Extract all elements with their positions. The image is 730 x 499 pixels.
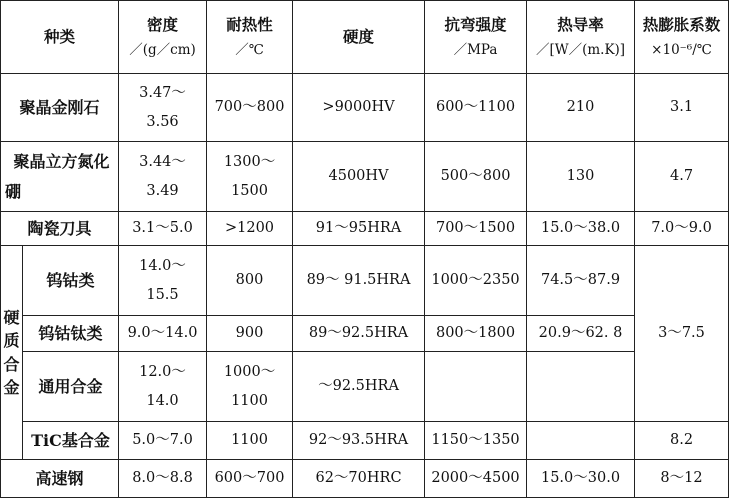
heat-cell: 700～800: [207, 74, 293, 142]
table-row: [1, 246, 729, 316]
hardness-cell: 92～93.5HRA: [293, 422, 425, 460]
row-name: 钨钴类: [23, 246, 119, 316]
table-row: [1, 212, 729, 246]
expansion-cell: 3.1: [635, 74, 729, 142]
table-row: [1, 142, 729, 212]
header-kind: 种类: [1, 1, 119, 74]
expansion-cell: 7.0～9.0: [635, 212, 729, 246]
density-cell: 3.47～ 3.56: [119, 74, 207, 142]
row-name: 通用合金: [23, 352, 119, 422]
hardness-cell: 4500HV: [293, 142, 425, 212]
hardness-cell: 62～70HRC: [293, 460, 425, 498]
density-cell: 3.44～ 3.49: [119, 142, 207, 212]
conductivity-cell: 210: [527, 74, 635, 142]
header-density: 密度 ／(g／cm): [119, 1, 207, 74]
header-bending-strength: 抗弯强度 ／MPa: [425, 1, 527, 74]
row-name: 聚晶立方氮化 硼: [1, 142, 119, 212]
row-name: 聚晶金刚石: [1, 74, 119, 142]
table-row: [1, 74, 729, 142]
heat-cell: >1200: [207, 212, 293, 246]
row-name: 陶瓷刀具: [1, 212, 119, 246]
conductivity-cell: [527, 352, 635, 422]
hardness-cell: >9000HV: [293, 74, 425, 142]
density-cell: 14.0～ 15.5: [119, 246, 207, 316]
hardness-cell: 89～ 91.5HRA: [293, 246, 425, 316]
expansion-cell: 8～12: [635, 460, 729, 498]
density-cell: 3.1～5.0: [119, 212, 207, 246]
hardness-cell: 89～92.5HRA: [293, 316, 425, 352]
table-row: [1, 352, 729, 422]
header-hardness: 硬度: [293, 1, 425, 74]
header-thermal-expansion: 热膨胀系数 ×10⁻⁶/℃: [635, 1, 729, 74]
bending-cell: 600～1100: [425, 74, 527, 142]
conductivity-cell: 15.0～38.0: [527, 212, 635, 246]
carbide-group-label: 硬 质 合 金: [1, 246, 23, 460]
hardness-cell: 91～95HRA: [293, 212, 425, 246]
heat-cell: 1300～ 1500: [207, 142, 293, 212]
header-row: [1, 1, 729, 74]
row-name: 高速钢: [1, 460, 119, 498]
conductivity-cell: 15.0～30.0: [527, 460, 635, 498]
header-heat-resistance: 耐热性 ／℃: [207, 1, 293, 74]
bending-cell: 1150～1350: [425, 422, 527, 460]
density-cell: 8.0～8.8: [119, 460, 207, 498]
table-row: [1, 460, 729, 498]
bending-cell: [425, 352, 527, 422]
table-row: [1, 316, 729, 352]
conductivity-cell: [527, 422, 635, 460]
bending-cell: 1000～2350: [425, 246, 527, 316]
bending-cell: 700～1500: [425, 212, 527, 246]
heat-cell: 900: [207, 316, 293, 352]
density-cell: 9.0～14.0: [119, 316, 207, 352]
conductivity-cell: 130: [527, 142, 635, 212]
bending-cell: 500～800: [425, 142, 527, 212]
heat-cell: 1100: [207, 422, 293, 460]
heat-cell: 1000～ 1100: [207, 352, 293, 422]
bending-cell: 2000～4500: [425, 460, 527, 498]
row-name: TiC基合金: [23, 422, 119, 460]
conductivity-cell: 74.5～87.9: [527, 246, 635, 316]
table-row: [1, 422, 729, 460]
expansion-shared-cell: 3～7.5: [635, 246, 729, 422]
bending-cell: 800～1800: [425, 316, 527, 352]
heat-cell: 600～700: [207, 460, 293, 498]
density-cell: 12.0～ 14.0: [119, 352, 207, 422]
conductivity-cell: 20.9～62. 8: [527, 316, 635, 352]
hardness-cell: ～92.5HRA: [293, 352, 425, 422]
expansion-cell: 4.7: [635, 142, 729, 212]
density-cell: 5.0～7.0: [119, 422, 207, 460]
heat-cell: 800: [207, 246, 293, 316]
header-thermal-conductivity: 热导率 ／[W／(m.K)]: [527, 1, 635, 74]
expansion-cell: 8.2: [635, 422, 729, 460]
row-name: 钨钴钛类: [23, 316, 119, 352]
